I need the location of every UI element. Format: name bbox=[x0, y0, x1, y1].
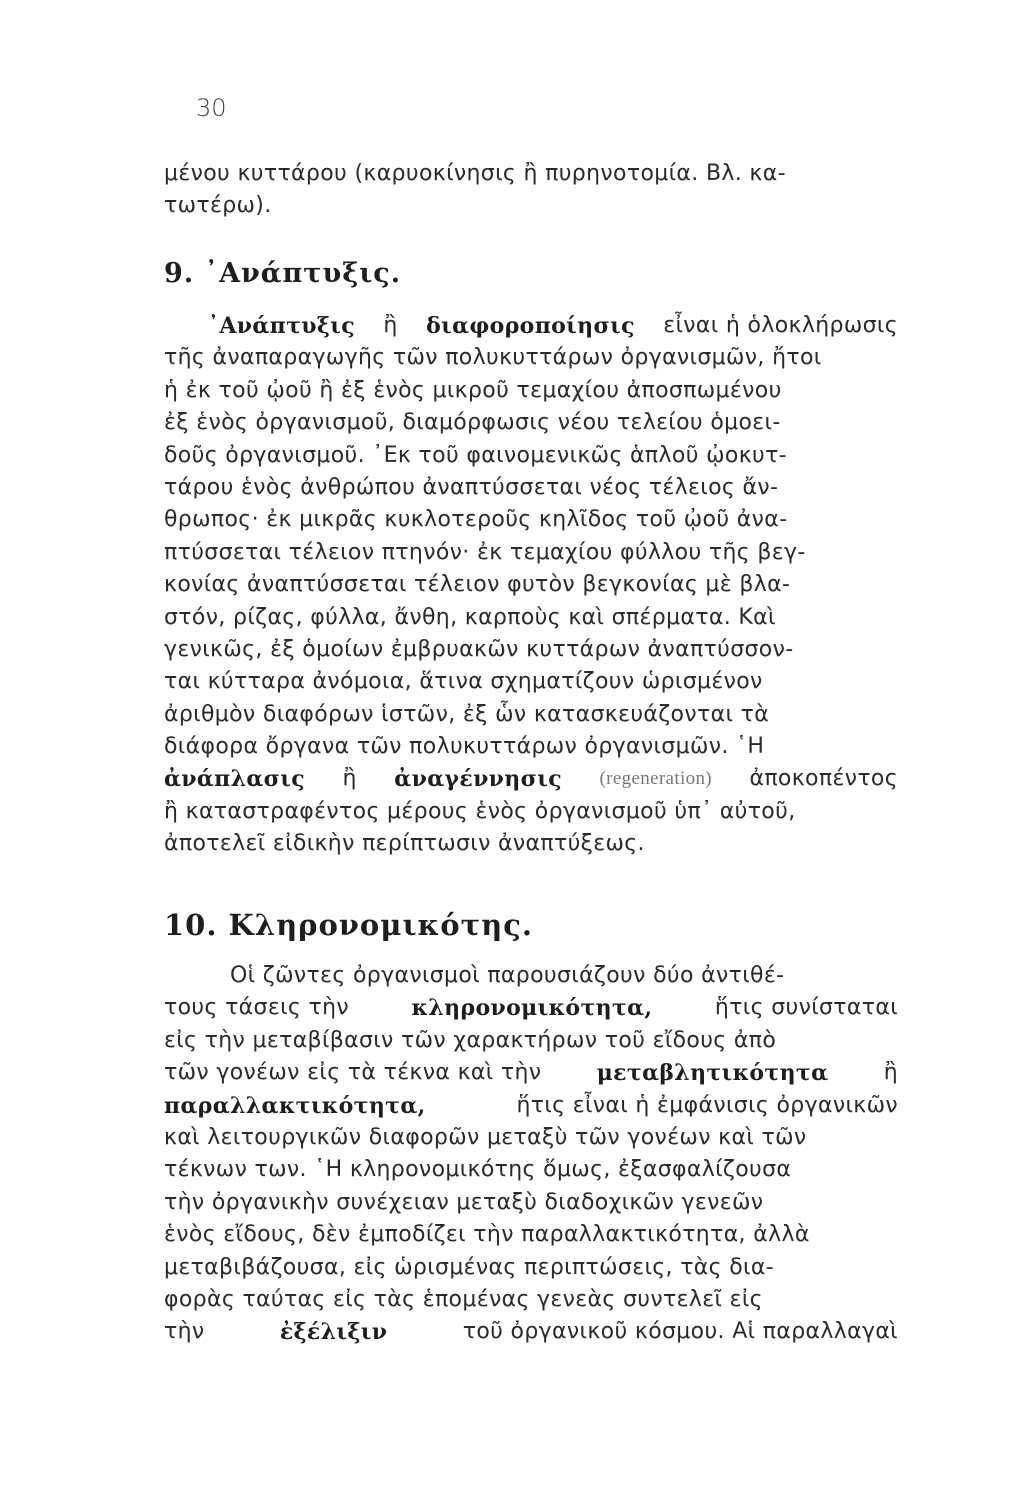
intro-paragraph bbox=[164, 158, 898, 223]
conjunction: ἢ bbox=[342, 766, 357, 792]
text-line: ἡ ἐκ τοῦ ᾠοῦ ἢ ἐξ ἑνὸς μικροῦ τεμαχίου ἀποσπωμένου bbox=[164, 377, 782, 403]
term-anaptyxis: ᾿Ανάπτυξις bbox=[208, 313, 356, 339]
text-line: πτύσσεται τέλειον πτηνόν· ἐκ τεμαχίου φύλλου τῆς βεγ- bbox=[164, 539, 806, 565]
text-segment: ἥτις συνίσταται bbox=[714, 995, 898, 1021]
text-line: ἐξ ἑνὸς ὀργανισμοῦ, διαμόρφωσις νέου τελείου ὁμοει- bbox=[164, 410, 781, 436]
page-number: 30 bbox=[196, 94, 227, 122]
text-line: κονίας ἀναπτύσσεται τέλειον φυτὸν βεγκονίας μὲ βλα- bbox=[164, 572, 791, 598]
term-anaplasis: ἀνάπλασις bbox=[164, 766, 305, 793]
text-line: τωτέρω). bbox=[164, 193, 272, 219]
section-10-paragraph bbox=[164, 960, 898, 1349]
text-segment: τοῦ ὀργανικοῦ κόσμου. Αἱ παραλλαγαὶ bbox=[462, 1319, 898, 1345]
text-segment: τὴν bbox=[164, 1319, 205, 1345]
term-metavlitikotita: μεταβλητικότητα bbox=[596, 1060, 829, 1087]
text-line bbox=[164, 1057, 898, 1089]
text-segment: ἀποκοπέντος bbox=[749, 766, 898, 792]
text-line: εἰς τὴν μεταβίβασιν τῶν χαρακτήρων τοῦ εἴδους ἀπὸ bbox=[164, 1027, 777, 1053]
term-exelixin: ἐξέλιξιν bbox=[279, 1319, 388, 1346]
text-line: ἑνὸς εἴδους, δὲν ἐμποδίζει τὴν παραλλακτικότητα, ἀλλὰ bbox=[164, 1222, 810, 1248]
text-line: τῆς ἀναπαραγωγῆς τῶν πολυκυττάρων ὀργανισμῶν, ἤτοι bbox=[164, 345, 822, 371]
text-line bbox=[164, 1316, 898, 1348]
text-line: ἀριθμὸν διαφόρων ἱστῶν, ἐξ ὧν κατασκευάζονται τὰ bbox=[164, 701, 770, 727]
text-line: ται κύτταρα ἀνόμοια, ἅτινα σχηματίζουν ὡρισμένον bbox=[164, 669, 763, 695]
text-line: διάφορα ὄργανα τῶν πολυκυττάρων ὀργανισμῶν. ῾Η bbox=[164, 734, 765, 760]
term-klironomikotita: κληρονομικότητα, bbox=[411, 995, 653, 1022]
text-segment: εἶναι ἡ ὁλοκλήρωσις bbox=[663, 313, 898, 338]
text-line: Οἱ ζῶντες ὀργανισμοὶ παρουσιάζουν δύο ἀντιθέ- bbox=[230, 963, 785, 988]
text-line: τὴν ὀργανικὴν συνέχειαν μεταξὺ διαδοχικῶν γενεῶν bbox=[164, 1189, 764, 1215]
term-anagennisis: ἀναγέννησις bbox=[394, 766, 562, 793]
text-segment: τους τάσεις τὴν bbox=[164, 995, 349, 1021]
text-line: μένου κυττάρου (καρυοκίνησις ἢ πυρηνοτομία. Βλ. κα- bbox=[164, 161, 786, 186]
text-line bbox=[164, 992, 898, 1024]
text-line bbox=[164, 1090, 898, 1122]
text-line bbox=[164, 763, 898, 795]
conjunction: ἢ bbox=[883, 1060, 898, 1086]
text-segment: ἥτις εἶναι ἡ ἐμφάνισις ὀργανικῶν bbox=[516, 1092, 898, 1118]
text-line: ἢ καταστραφέντος μέρους ἑνὸς ὀργανισμοῦ ὑπ᾿ αὐτοῦ, bbox=[164, 798, 796, 824]
text-line: μεταβιβάζουσα, εἰς ὡρισμένας περιπτώσεις, τὰς δια- bbox=[164, 1254, 774, 1280]
text-line: δοῦς ὀργανισμοῦ. ᾿Εκ τοῦ φαινομενικῶς ἁπλοῦ ᾠοκυτ- bbox=[164, 442, 787, 468]
section-9-heading: 9. ᾿Ανάπτυξις. bbox=[164, 258, 402, 289]
text-line: καὶ λειτουργικῶν διαφορῶν μεταξὺ τῶν γονέων καὶ τῶν bbox=[164, 1124, 807, 1150]
text-segment: τῶν γονέων εἰς τὰ τέκνα καὶ τὴν bbox=[164, 1060, 542, 1086]
text-line: τέκνων των. ῾Η κληρονομικότης ὅμως, ἐξασφαλίζουσα bbox=[164, 1157, 792, 1183]
text-line: θρωπος· ἐκ μικρᾶς κυκλοτεροῦς κηλῖδος τοῦ ᾠοῦ ἀνα- bbox=[164, 507, 788, 533]
latin-term: (regeneration) bbox=[599, 768, 712, 790]
term-parallaktikotita: παραλλακτικότητα, bbox=[164, 1092, 426, 1119]
text-line bbox=[164, 310, 898, 342]
text-line: γενικῶς, ἐξ ὁμοίων ἐμβρυακῶν κυττάρων ἀναπτύσσον- bbox=[164, 636, 794, 662]
text-line: ἀποτελεῖ εἰδικὴν περίπτωσιν ἀναπτύξεως. bbox=[164, 831, 645, 857]
section-9-paragraph bbox=[164, 310, 898, 861]
text-line: στόν, ρίζας, φύλλα, ἄνθη, καρποὺς καὶ σπέρματα. Καὶ bbox=[164, 604, 776, 630]
term-diaforopoiisis: διαφοροποίησις bbox=[426, 313, 635, 339]
conjunction: ἢ bbox=[383, 313, 398, 338]
text-line: τάρου ἑνὸς ἀνθρώπου ἀναπτύσσεται νέος τέλειος ἄν- bbox=[164, 474, 779, 500]
section-10-heading: 10. Κληρονομικότης. bbox=[164, 908, 533, 942]
text-line: φορὰς ταύτας εἰς τὰς ἑπομένας γενεὰς συντελεῖ εἰς bbox=[164, 1286, 763, 1312]
